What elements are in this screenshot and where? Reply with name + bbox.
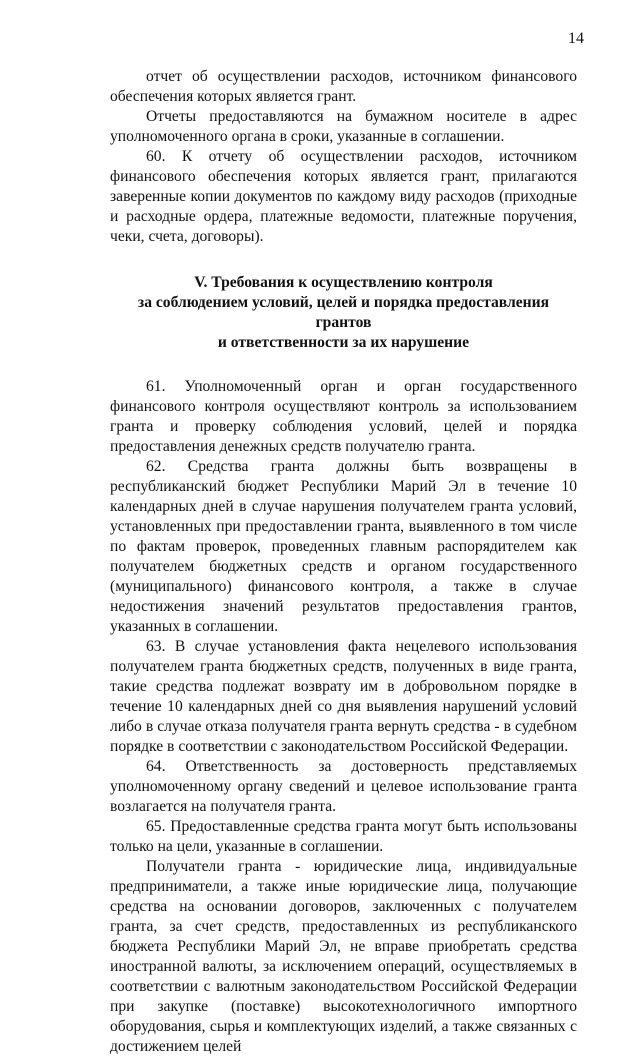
paragraph-64: 64. Ответственность за достоверность представляемых уполномоченному органу сведений и целевое использование гранта возлагается на получателя гранта. (110, 758, 577, 815)
paragraph-grant-recipients: Получатели гранта - юридические лица, индивидуальные предприниматели, а также иные юридические лица, получающие средства на основании договоров, заключенных с получателем гранта, за счет средств, предоставленных из республиканского бюджета Республики Марий Эл, не вправе приобретать средства иностранной валюты, за исключением операций, осуществляемых в соответствии с валютным законодательством Российской Федерации при закупке (поставке) высокотехнологичного импортного оборудования, сырья и комплектующих изделий, а также связанных с достижением целей (110, 858, 577, 1055)
section-heading-line-3: и ответственности за их нарушение (217, 334, 470, 351)
paragraph-reports-submission: Отчеты предоставляются на бумажном носителе в адрес уполномоченного органа в сроки, указанные в соглашении. (110, 108, 577, 145)
paragraph-60: 60. К отчету об осуществлении расходов, источником финансового обеспечения которых является грант, прилагаются заверенные копии документов по каждому виду расходов (приходные и расходные ордера, платежные ведомости, платежные поручения, чеки, счета, договоры). (110, 148, 577, 245)
document-body (110, 67, 577, 1057)
section-heading-line-2: за соблюдением условий, целей и порядка предоставления грантов (137, 294, 550, 331)
section-heading-line-1: V. Требования к осуществлению контроля (194, 274, 493, 291)
section-heading (110, 273, 577, 353)
paragraph-report-continuation: отчет об осуществлении расходов, источником финансового обеспечения которых является грант. (110, 68, 577, 105)
paragraph-61: 61. Уполномоченный орган и орган государственного финансового контроля осуществляют контроль за использованием гранта и проверку соблюдения условий, целей и порядка предоставления денежных средств получателю гранта. (110, 378, 577, 455)
paragraph-63: 63. В случае установления факта нецелевого использования получателем гранта бюджетных средств, полученных в виде гранта, такие средства подлежат возврату им в добровольном порядке в течение 10 календарных дней со дня выявления нарушений условий либо в случае отказа получателя гранта вернуть средства - в судебном порядке в соответствии с законодательством Российской Федерации. (110, 638, 577, 755)
paragraph-62: 62. Средства гранта должны быть возвращены в республиканский бюджет Республики Марий Эл в течение 10 календарных дней в случае нарушения получателем гранта условий, установленных при предоставлении гранта, выявленного в том числе по фактам проверок, проведенных главным распорядителем как получателем бюджетных средств и органом государственного (муниципального) финансового контроля, а также в случае недостижения значений результатов предоставления грантов, указанных в соглашении. (110, 458, 577, 635)
page-number: 14 (568, 30, 584, 47)
paragraph-65: 65. Предоставленные средства гранта могут быть использованы только на цели, указанные в соглашении. (110, 818, 577, 855)
